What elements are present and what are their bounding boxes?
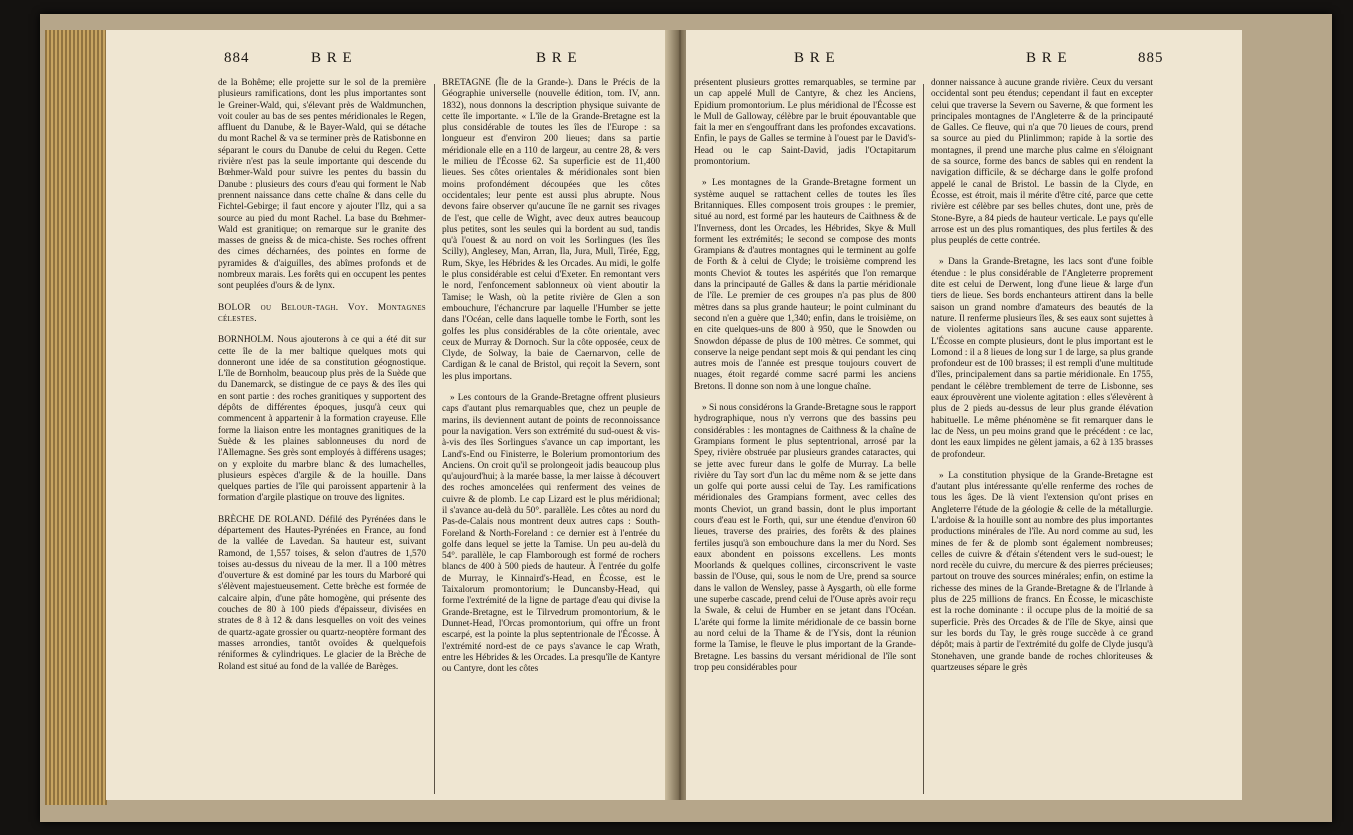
right-page-number: 885 <box>1138 50 1164 66</box>
paragraph: » Les contours de la Grande-Bretagne offrent plusieurs caps d'autant plus remarquables que, chez un peuple de marins, ils deviennent autant de points de reconnoissance pour la navigation. Vers son extrémité du sud-ouest & vis-à-vis des îles Sorlingues s'avance un cap important, les Land's-End ou Finisterre, le Bolerium promontorium des Anciens. On croit qu'il se prolongeoit jadis beaucoup plus qu'aujourd'hui; à la marée basse, la mer laisse à découvert des roches amoncelées qui renferment des veines de cuivre & de plomb. Le cap Lizard est le plus méridional; il s'avance au-delà du 50°. parallèle. Les côtes au nord du Pas-de-Calais nous montrent deux autres caps : South-Foreland & North-Foreland : ce dernier est à l'entrée du golfe dans lequel se jette la Tamise. Un peu au-delà du 54°. parallèle, le cap Flamborough est formé de rochers blancs de 400 à 500 pieds de hauteur. À l'entrée du golfe de Murray, le Kinnaird's-Head, en Écosse, est le Taixalorum promontorium; le Duncansby-Head, qui forme l'extrémité de la ligne de partage d'eau qui divise la Grande-Bretagne, est le Tilrvedrum promontorium, & le Dunnet-Head, l'Orcas promontorium, qui offre un front escarpé, est la pointe la plus septentrionale de l'Écosse. À l'extrémité nord-est de ce pays s'avance le cap Wrath, entre les Hébrides & les Orcades. La presqu'île de Kantyre ou Cantyre, dont les côtes <box>442 393 661 675</box>
paragraph: de la Bohême; elle projette sur le sol de la première plusieurs ramifications, dont les plus importantes sont le Greiner-Wald, qui, s'élevant près de Waldmunchen, voit couler au bas de ses pentes méridionales le Regen, affluent du Danube, & le Bayer-Wald, qui se détache du mont Rachel & va se terminer près de Ratisbonne en séparant le cours du Danube de celui du Regen. Cette rivière n'est pas la seule importante qui descende du Bœhmer-Wald pour suivre les pentes du bassin du Danube : plusieurs des cours d'eau qui forment le Nab prennent naissance dans cette chaîne & dans celle du Fichtel-Gebirge; il faut encore y ajouter l'Ilz, qui a sa source au pied du mont Rachel. La base du Bœhmer-Wald est granitique; on remarque sur le granite des masses de gneiss & de mica-chiste. Ses roches offrent des cimes décharnées, des pointes en forme de pyramides & d'aiguilles, des abîmes profonds et de nombreux marais. Les forêts qui en occupent les pentes sont peuplées d'ours & de lynx. <box>218 78 426 292</box>
column-rule <box>923 84 924 794</box>
right-running-head-1: B R E <box>794 50 836 66</box>
column-rule <box>434 84 435 794</box>
entry-bolor: BOLOR ou Belour-tagh. Voy. Montagnes célestes. <box>218 302 426 324</box>
paragraph: » Dans la Grande-Bretagne, les lacs sont d'une foible étendue : le plus considérable de l'Angleterre proprement dite est celui de Derwent, long d'une lieue & large d'un tiers de lieue. Ses bords enchanteurs attirent dans la belle saison un grand nombre d'amateurs des beautés de la nature. Il renferme plusieurs îles, & ses eaux sont sujettes à de violentes agitations sans aucune cause apparente. L'Écosse en compte plusieurs, dont le plus important est le Lomond : il a 8 lieues de long sur 1 de large, sa plus grande profondeur est de 100 brasses; il est rempli d'une multitude d'îles, principalement dans sa partie méridionale. En 1755, pendant le célèbre tremblement de terre de Lisbonne, ses eaux éprouvèrent une violente agitation : elles s'élevèrent à plus de 2 pieds au-dessus de leur plus grande élévation habituelle. Le même phénomène se fit remarquer dans le lac de Ness, un peu moins grand que le précédent : ce lac, dont les eaux limpides ne gèlent jamais, a 62 à 135 brasses de profondeur. <box>931 257 1153 460</box>
left-column-2 <box>442 78 660 685</box>
left-page <box>106 30 672 800</box>
paragraph: » Si nous considérons la Grande-Bretagne sous le rapport hydrographique, nous n'y verrons que des bassins peu considérables : les montagnes de Caithness & la chaîne de Grampians forment le plus septentrional, arrosé par la Spey, rivière obstruée par plusieurs grandes cataractes, qui se jette avec fureur dans le golfe de Murray. La belle rivière du Tay sort d'un lac du même nom & se jette dans un golfe qui porte aussi celui de Tay. Les ramifications méridionales des Grampians forment, avec celles des monts Cheviot, un grand bassin, dont le plus important cours d'eau est le Forth, qui, sur une étendue d'environ 60 lieues, traverse des prairies, des forêts & des plaines fertiles jusqu'à son embouchure dans la mer du Nord. Ses eaux abondent en poissons excellens. Les monts Moorlands & quelques collines, circonscrivent le vaste bassin de l'Ouse, qui, sous le nom de Ure, prend sa source dans le vallon de Wensley, passe à Aysgarth, où elle forme une superbe cascade, prend celui de l'Ouse après avoir reçu la Swale, & celui de Humber en se jetant dans l'Océan. L'aréte qui forme la limite méridionale de ce bassin borne au nord celui de la Thame & de l'Ysis, dont la réunion forme la Tamise, le fleuve le plus important de la Grande-Bretagne. Les bassins du versant méridional de l'île sont trop peu considérables pour <box>694 403 916 673</box>
paragraph: donner naissance à aucune grande rivière. Ceux du versant occidental sont peu étendus; cependant il faut en excepter celui que traverse la Severn ou Saverne, & que forment les principales montagnes de l'Angleterre & de la principauté de Galles. Ce fleuve, qui n'a que 70 lieues de cours, prend sa source au pied du Plinlimmon; rapide à la sortie des montagnes, il prend une marche plus calme en s'éloignant de sa source, forme des bancs de sables qui en rendent la navigation difficile, & se décharge dans le golfe profond appelé le canal de Bristol. Le bassin de la Clyde, en Écosse, est étroit, mais il mérite d'être cité, parce que cette rivière est célèbre par ses belles chutes, dont une, près de Stone-Byre, a 84 pieds de hauteur verticale. Le pays qu'elle arrose est un des plus romantiques, des plus fertiles & des plus peuplés de cette contrée. <box>931 78 1153 247</box>
paragraph: » La constitution physique de la Grande-Bretagne est d'autant plus intéressante qu'elle renferme des roches de tous les âges. De là vient l'extension qu'ont prises en Angleterre l'étude de la géologie & celle de la métallurgie. L'ardoise & la houille sont au nombre des plus importantes productions minérales de l'île. Au nord comme au sud, les mines de fer & de plomb sont également nombreuses; celles de cuivre & d'étain s'étendent vers le sud-ouest; le nord recèle du cuivre, du mercure & des pierres précieuses; partout on trouve des sources minérales; enfin, on estime la richesse des mines de la Grande-Bretagne & de l'Irlande à plus de 225 millions de francs. En Écosse, le micaschiste est la roche dominante : il occupe plus de la moitié de sa superficie. Près des Orcades & de l'île de Skye, ainsi que sur les bords du Tay, le grès rouge succède à ce grand dépôt; mais à partir de l'extrémité du golfe de Clyde jusqu'à Stonehaven, une grande bande de roches chloriteuses & quartzeuses sépare le grès <box>931 470 1153 673</box>
left-page-number: 884 <box>224 50 250 66</box>
right-column-2 <box>931 78 1153 684</box>
entry-breche-de-roland: BRÈCHE DE ROLAND. Défilé des Pyrénées dans le département des Hautes-Pyrénées en France, au fond de la vallée de Lavedan. Sa hauteur est, suivant Ramond, de 1,557 toises, & selon d'autres de 1,570 toises au-dessus du niveau de la mer. Il a 100 mètres d'ouverture & est dominé par les tours du Marboré qui s'élèvent majestueusement. Cette brèche est formée de calcaire alpin, d'une pâte homogène, qui présente des couches de 80 à 100 pieds d'épaisseur, divisées en strates de 8 à 12 & dans lesquelles on voit des veines de quartz-agate grossier ou quartz-neoptère formant des masses arrondies, tantôt ovoïdes & quelquefois réniformes & cylindriques. Le glacier de la Brèche de Roland est situé au fond de la vallée de Barèges. <box>218 514 426 672</box>
right-page <box>686 30 1242 800</box>
left-column-1 <box>218 78 426 683</box>
paragraph: présentent plusieurs grottes remarquables, se termine par un cap appelé Mull de Cantyre, & chez les Anciens, Epidium promontorium. Le plus méridional de l'Écosse est le Mull de Galloway, célèbre par le bruit épouvantable que fait la mer en s'engouffrant dans les profondes excavations. Enfin, le pays de Galles se termine à l'ouest par le David's-Head ou le cap Saint-David, jadis l'Octapitarum promontorium. <box>694 78 916 168</box>
entry-bornholm: BORNHOLM. Nous ajouterons à ce qui a été dit sur cette île de la mer baltique quelques mots qui donneront une idée de sa constitution géognostique. L'île de Bornholm, beaucoup plus près de la Suède que du Danemarck, se distingue de ce pays & des îles qui en sont partie : des roches granitiques y supportent des dépôts de différentes époques, jusqu'à ceux qui commencent à appartenir à la formation crayeuse. Elle forme la liaison entre les montagnes granitiques de la Suède & les plaines sablonneuses du nord de l'Allemagne. Ses grès sont employés à différens usages; on y exploite du marbre blanc & des lumachelles, plusieurs espèces d'argile & de la houille. Dans quelques parties de l'île qui paroissent appartenir à la formation d'argile plastique on trouve des lignites. <box>218 335 426 504</box>
left-running-head-2: B R E <box>536 50 578 66</box>
page-edges <box>45 30 107 805</box>
right-column-1 <box>694 78 916 684</box>
entry-bretagne: BRETAGNE (Île de la Grande-). Dans le Précis de la Géographie universelle (nouvelle édition, tom. IV, ann. 1832), nous donnons la description physique suivante de cette île importante. « L'île de la Grande-Bretagne est la plus considérable de toutes les îles de l'Europe : sa longueur est d'environ 200 lieues; dans sa partie méridionale elle en a 110 de largeur, au centre 28, & vers le milieu de l'Écosse 62. Sa superficie est de 11,400 lieues. Ses côtes orientales & méridionales sont bien moins profondément découpées que les côtes occidentales; leur pente est aussi plus abrupte. Nous devons faire observer qu'aucune île ne garnit ses rivages de l'est, que celle de Wight, avec deux autres beaucoup plus petites, sont les seules qui la bordent au sud, tandis qu'à l'ouest & au nord on voit les Sorlingues (les îles Scilly), Anglesey, Man, Arran, Ila, Jura, Mull, Tirée, Egg, Rum, Skye, les Hébrides & les Orcades. Au midi, le golfe le plus considérable est celui d'Exeter. En remontant vers le nord, l'enfoncement sablonneux où vient aboutir la Tamise; le Wash, où la petite rivière de Glen a son embouchure, l'échancrure par laquelle l'Humber se jette dans l'Océan, celle dans laquelle tombe le Forth, sont les golfes les plus considérables de la côte orientale, avec ceux de Murray & Dornoch. Sur la côte opposée, ceux de Clyde, de Solway, la baie de Caernarvon, celle de Cardigan & le canal de Bristol, qui reçoit la Severn, sont les plus importans. <box>442 78 660 382</box>
left-running-head-1: B R E <box>311 50 353 66</box>
paragraph: » Les montagnes de la Grande-Bretagne forment un système auquel se rattachent celles de toutes les îles Britanniques. Elles composent trois groupes : le premier, situé au nord, est formé par les hauteurs de Caithness & de l'Inverness, dont les Orcades, les Hébrides, Skye & Mull forment les extrémités; le second se compose des monts Grampians & d'autres montagnes qui le terminent au golfe de Forth & à celui de Clyde; le troisième comprend les monts Cheviot & toutes les aspérités que l'on remarque dans la principauté de Galles & dans la partie méridionale de l'île. Le premier de ces groupes n'a pas plus de 800 mètres dans sa plus grande hauteur; le point culminant du second n'en a guère que 1,340; enfin, dans le troisième, on en cite quelques-uns de 800 à 950, que le Snowden ou Snowdon dépasse de plus de 100 mètres. Ce sommet, qui conserve la neige pendant sept mois & qui pendant les cinq autres mois de l'année est presque toujours couvert de nuages, étoit regardé comme sacré parmi les anciens Bretons. Il donne son nom à une longue chaîne. <box>694 178 916 392</box>
right-running-head-2: B R E <box>1026 50 1068 66</box>
